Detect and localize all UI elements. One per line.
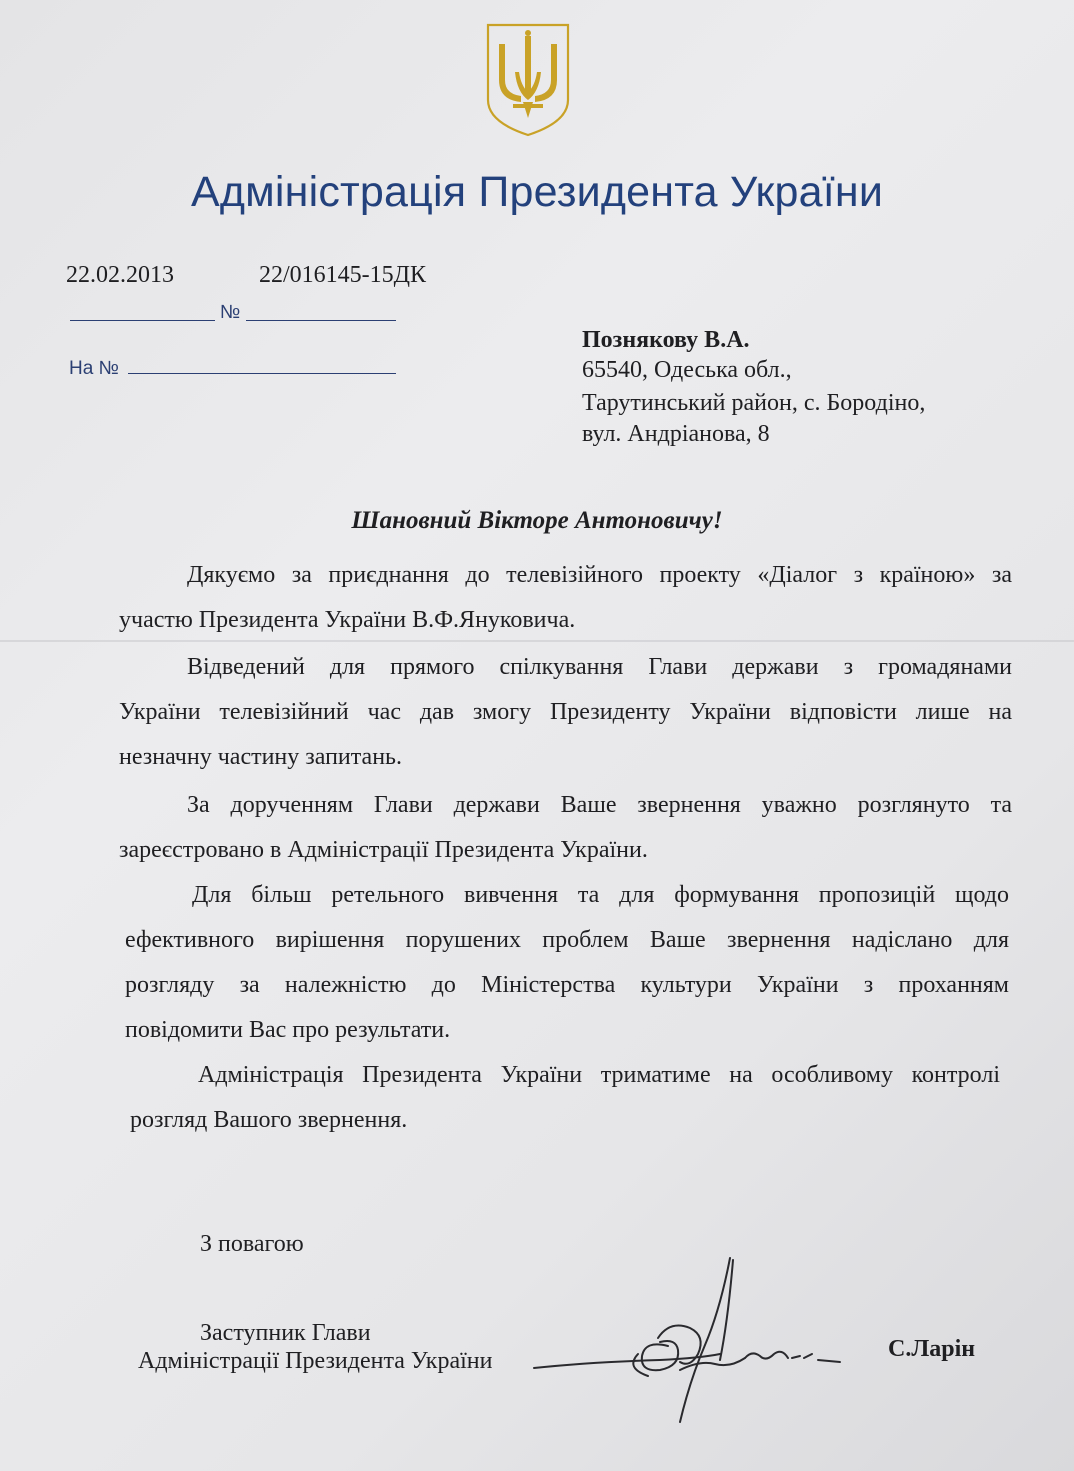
paragraph-line: Для більш ретельного вивчення та для формування пропозицій щодо (192, 882, 1009, 908)
paragraph-line: участю Президента України В.Ф.Януковича. (119, 607, 576, 633)
signer-title-line: Заступник Глави (200, 1320, 371, 1346)
body-paragraph (119, 645, 1012, 780)
reply-number-label: На № (69, 358, 119, 379)
signature (530, 1250, 850, 1430)
number-underline (246, 320, 396, 321)
paragraph-line: Відведений для прямого спілкування Глави держави з громадянами (187, 654, 1012, 680)
document-date: 22.02.2013 (66, 262, 174, 288)
date-underline (70, 320, 215, 321)
addressee-address-line: 65540, Одеська обл., (582, 357, 792, 383)
paragraph-line: зареєстровано в Адміністрації Президента України. (119, 837, 648, 863)
paragraph-line: розгляду за належністю до Міністерства культури України з проханням (125, 972, 1009, 998)
paragraph-line: повідомити Вас про результати. (125, 1017, 451, 1043)
addressee-address-line: вул. Андріанова, 8 (582, 421, 770, 447)
organization-title: Адміністрація Президента України (190, 168, 884, 216)
body-paragraph (119, 553, 1012, 643)
signer-title-line: Адміністрації Президента України (138, 1348, 493, 1374)
closing-phrase: З повагою (200, 1231, 304, 1257)
paragraph-line: Дякуємо за приєднання до телевізійного проекту «Діалог з країною» за (187, 562, 1012, 588)
paragraph-line: ефективного вирішення порушених проблем Ваше звернення надіслано для (125, 927, 1009, 953)
body-paragraph (119, 783, 1012, 873)
number-sign-label: № (220, 302, 241, 323)
registration-number: 22/016145-15ДК (259, 262, 427, 288)
paragraph-line: України телевізійний час дав змогу Президенту України відповісти лише на (119, 699, 1012, 725)
signer-name: С.Ларін (888, 1336, 976, 1362)
addressee-address-line: Тарутинський район, с. Бородіно, (582, 390, 926, 416)
addressee-name: Познякову В.А. (582, 327, 750, 353)
body-paragraph (130, 1053, 1000, 1143)
paragraph-line: Адміністрація Президента України триматиме на особливому контролі (198, 1062, 1000, 1088)
paragraph-line: За дорученням Глави держави Ваше звернення уважно розглянуто та (187, 792, 1012, 818)
body-paragraph (125, 873, 1009, 1053)
trident-emblem-icon (485, 22, 571, 138)
reply-number-underline (128, 373, 396, 374)
greeting: Шановний Вікторе Антоновичу! (351, 507, 723, 534)
paragraph-line: незначну частину запитань. (119, 744, 402, 770)
paragraph-line: розгляд Вашого звернення. (130, 1107, 408, 1133)
